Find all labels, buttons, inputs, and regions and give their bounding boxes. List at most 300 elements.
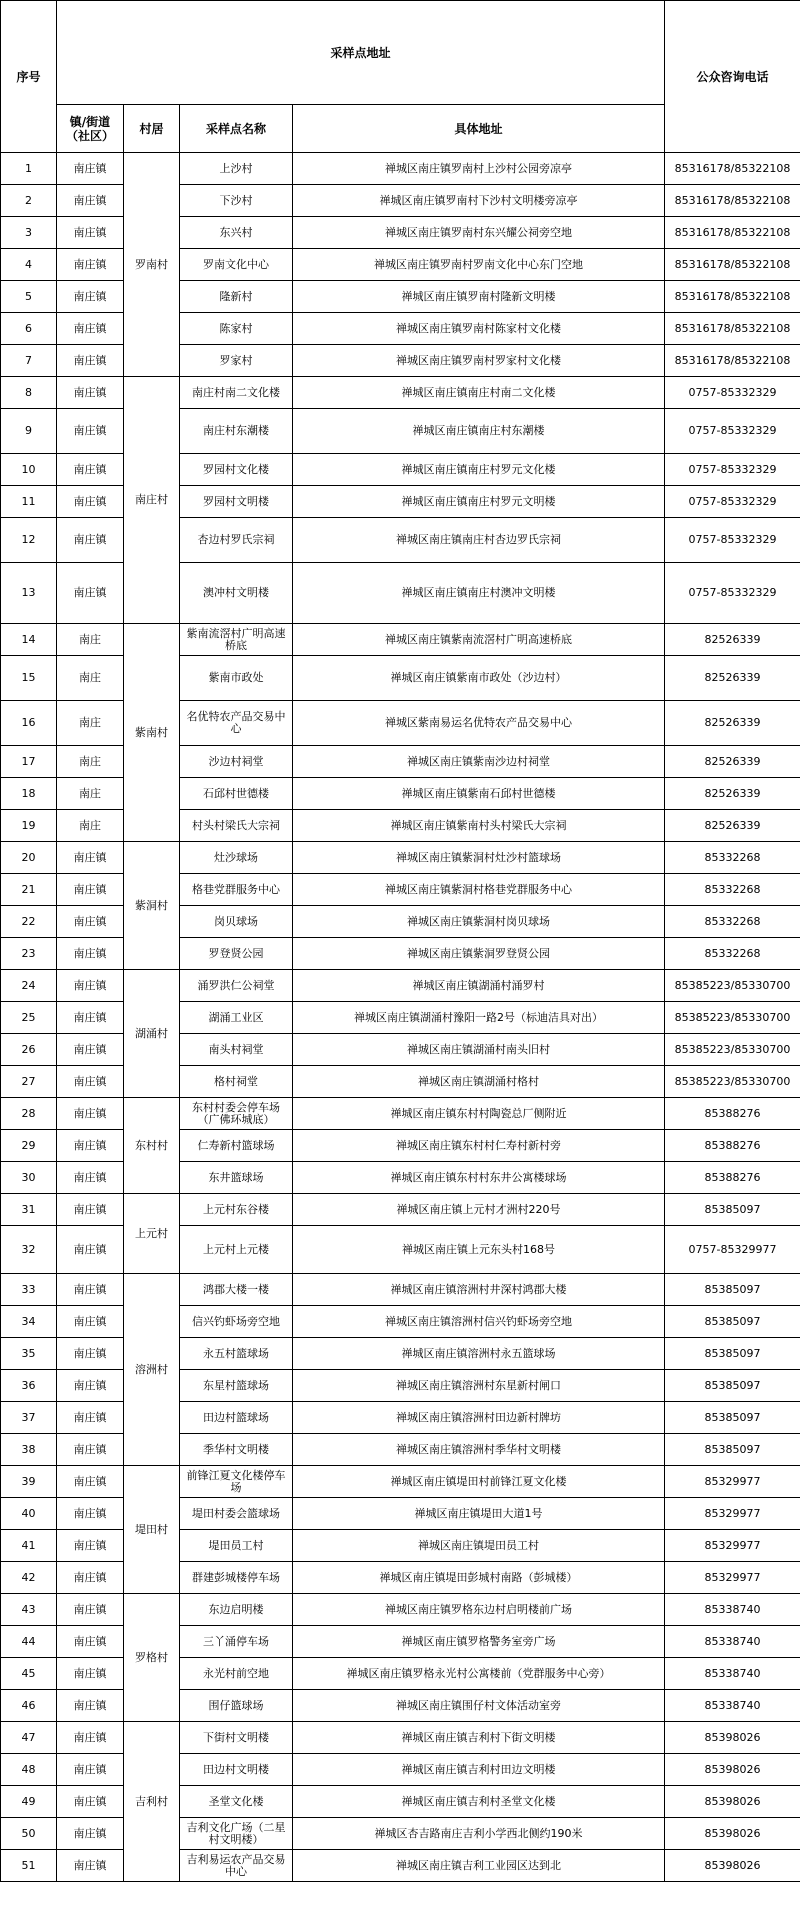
seq-cell: 14 bbox=[1, 624, 57, 656]
town-cell: 南庄 bbox=[57, 624, 124, 656]
town-cell: 南庄镇 bbox=[57, 281, 124, 313]
detail-address-cell: 禅城区南庄镇东村村仁寿村新村旁 bbox=[293, 1130, 665, 1162]
seq-cell: 37 bbox=[1, 1402, 57, 1434]
table-row bbox=[1, 313, 800, 345]
detail-address-cell: 禅城区南庄镇溶洲村东星新村闸口 bbox=[293, 1370, 665, 1402]
site-name-cell: 南庄村南二文化楼 bbox=[180, 377, 293, 409]
phone-cell: 85385097 bbox=[665, 1370, 800, 1402]
seq-cell: 41 bbox=[1, 1530, 57, 1562]
seq-cell: 27 bbox=[1, 1066, 57, 1098]
table-row bbox=[1, 1066, 800, 1098]
table-row bbox=[1, 1690, 800, 1722]
detail-address-cell: 禅城区南庄镇溶洲村永五篮球场 bbox=[293, 1338, 665, 1370]
seq-cell: 16 bbox=[1, 701, 57, 746]
site-name-cell: 吉利易运农产品交易中心 bbox=[180, 1850, 293, 1882]
phone-cell: 85316178/85322108 bbox=[665, 185, 800, 217]
phone-cell: 0757-85332329 bbox=[665, 409, 800, 454]
site-name-cell: 格村祠堂 bbox=[180, 1066, 293, 1098]
phone-cell: 82526339 bbox=[665, 810, 800, 842]
detail-address-cell: 禅城区南庄镇围仔村文体活动室旁 bbox=[293, 1690, 665, 1722]
town-cell: 南庄镇 bbox=[57, 377, 124, 409]
town-cell: 南庄镇 bbox=[57, 1434, 124, 1466]
seq-cell: 12 bbox=[1, 518, 57, 563]
detail-address-cell: 禅城区南庄镇罗南村隆新文明楼 bbox=[293, 281, 665, 313]
detail-address-cell: 禅城区南庄镇南庄村罗元文化楼 bbox=[293, 454, 665, 486]
site-name-cell: 沙边村祠堂 bbox=[180, 746, 293, 778]
phone-cell: 85385097 bbox=[665, 1338, 800, 1370]
table-row bbox=[1, 701, 800, 746]
seq-cell: 49 bbox=[1, 1786, 57, 1818]
table-row bbox=[1, 1658, 800, 1690]
site-name-header: 采样点名称 bbox=[180, 105, 293, 153]
phone-cell: 85385223/85330700 bbox=[665, 1066, 800, 1098]
town-cell: 南庄镇 bbox=[57, 1722, 124, 1754]
village-cell: 吉利村 bbox=[124, 1722, 180, 1882]
seq-cell: 42 bbox=[1, 1562, 57, 1594]
village-cell: 罗格村 bbox=[124, 1594, 180, 1722]
town-cell: 南庄 bbox=[57, 656, 124, 701]
detail-address-cell: 禅城区南庄镇紫南市政处（沙边村） bbox=[293, 656, 665, 701]
seq-cell: 45 bbox=[1, 1658, 57, 1690]
detail-address-cell: 禅城区南庄镇吉利工业园区达到北 bbox=[293, 1850, 665, 1882]
site-name-cell: 格巷党群服务中心 bbox=[180, 874, 293, 906]
phone-cell: 85332268 bbox=[665, 842, 800, 874]
table-row bbox=[1, 842, 800, 874]
table-row bbox=[1, 938, 800, 970]
phone-cell: 85398026 bbox=[665, 1754, 800, 1786]
village-cell: 溶洲村 bbox=[124, 1274, 180, 1466]
town-cell: 南庄镇 bbox=[57, 1226, 124, 1274]
detail-address-cell: 禅城区南庄镇堤田员工村 bbox=[293, 1530, 665, 1562]
site-name-cell: 上元村上元楼 bbox=[180, 1226, 293, 1274]
village-header: 村居 bbox=[124, 105, 180, 153]
table-row bbox=[1, 1594, 800, 1626]
seq-cell: 47 bbox=[1, 1722, 57, 1754]
table-row bbox=[1, 153, 800, 185]
table-row bbox=[1, 1274, 800, 1306]
site-name-cell: 仁寿新村篮球场 bbox=[180, 1130, 293, 1162]
table-row bbox=[1, 249, 800, 281]
phone-cell: 85385097 bbox=[665, 1402, 800, 1434]
seq-cell: 34 bbox=[1, 1306, 57, 1338]
detail-address-cell: 禅城区南庄镇溶洲村季华村文明楼 bbox=[293, 1434, 665, 1466]
table-body bbox=[1, 153, 800, 1882]
town-cell: 南庄镇 bbox=[57, 518, 124, 563]
village-cell: 东村村 bbox=[124, 1098, 180, 1194]
site-name-cell: 石邱村世德楼 bbox=[180, 778, 293, 810]
town-cell: 南庄 bbox=[57, 778, 124, 810]
seq-cell: 40 bbox=[1, 1498, 57, 1530]
table-row bbox=[1, 1466, 800, 1498]
village-cell: 南庄村 bbox=[124, 377, 180, 624]
detail-address-cell: 禅城区南庄镇堤田村前锋江夏文化楼 bbox=[293, 1466, 665, 1498]
phone-cell: 85388276 bbox=[665, 1098, 800, 1130]
seq-cell: 43 bbox=[1, 1594, 57, 1626]
detail-address-cell: 禅城区南庄镇罗南村罗家村文化楼 bbox=[293, 345, 665, 377]
table-row bbox=[1, 486, 800, 518]
detail-address-cell: 禅城区南庄镇吉利村圣堂文化楼 bbox=[293, 1786, 665, 1818]
seq-header: 序号 bbox=[1, 1, 57, 153]
site-name-cell: 罗园村文化楼 bbox=[180, 454, 293, 486]
site-name-cell: 东村村委会停车场（广佛环城底） bbox=[180, 1098, 293, 1130]
table-row bbox=[1, 1626, 800, 1658]
site-name-cell: 罗家村 bbox=[180, 345, 293, 377]
detail-address-cell: 禅城区南庄镇南庄村东潮楼 bbox=[293, 409, 665, 454]
seq-cell: 25 bbox=[1, 1002, 57, 1034]
town-cell: 南庄镇 bbox=[57, 1162, 124, 1194]
detail-address-cell: 禅城区南庄镇南庄村罗元文明楼 bbox=[293, 486, 665, 518]
town-cell: 南庄镇 bbox=[57, 1594, 124, 1626]
detail-address-cell: 禅城区南庄镇紫洞村岗贝球场 bbox=[293, 906, 665, 938]
table-row bbox=[1, 1722, 800, 1754]
phone-cell: 82526339 bbox=[665, 746, 800, 778]
phone-cell: 85385097 bbox=[665, 1274, 800, 1306]
town-cell: 南庄 bbox=[57, 810, 124, 842]
town-cell: 南庄镇 bbox=[57, 486, 124, 518]
detail-address-cell: 禅城区南庄镇上元村才洲村220号 bbox=[293, 1194, 665, 1226]
detail-address-cell: 禅城区南庄镇紫洞罗登贤公园 bbox=[293, 938, 665, 970]
seq-cell: 18 bbox=[1, 778, 57, 810]
town-cell: 南庄镇 bbox=[57, 1530, 124, 1562]
detail-address-cell: 禅城区南庄镇溶洲村井深村鸿郡大楼 bbox=[293, 1274, 665, 1306]
town-cell: 南庄镇 bbox=[57, 1754, 124, 1786]
table-row bbox=[1, 518, 800, 563]
detail-address-cell: 禅城区南庄镇紫南流滘村广明高速桥底 bbox=[293, 624, 665, 656]
town-cell: 南庄镇 bbox=[57, 1626, 124, 1658]
town-cell: 南庄镇 bbox=[57, 1786, 124, 1818]
site-name-cell: 上元村东谷楼 bbox=[180, 1194, 293, 1226]
phone-cell: 85316178/85322108 bbox=[665, 281, 800, 313]
site-name-cell: 围仔篮球场 bbox=[180, 1690, 293, 1722]
site-name-cell: 杏边村罗氏宗祠 bbox=[180, 518, 293, 563]
detail-address-cell: 禅城区南庄镇南庄村杏边罗氏宗祠 bbox=[293, 518, 665, 563]
seq-cell: 3 bbox=[1, 217, 57, 249]
phone-cell: 85316178/85322108 bbox=[665, 153, 800, 185]
site-name-cell: 东井篮球场 bbox=[180, 1162, 293, 1194]
seq-cell: 46 bbox=[1, 1690, 57, 1722]
site-name-cell: 田边村文明楼 bbox=[180, 1754, 293, 1786]
site-name-cell: 东星村篮球场 bbox=[180, 1370, 293, 1402]
detail-address-cell: 禅城区南庄镇南庄村澳冲文明楼 bbox=[293, 563, 665, 624]
detail-address-cell: 禅城区南庄镇紫南村头村梁氏大宗祠 bbox=[293, 810, 665, 842]
phone-cell: 85385097 bbox=[665, 1306, 800, 1338]
detail-address-cell: 禅城区南庄镇湖涌村格村 bbox=[293, 1066, 665, 1098]
town-cell: 南庄镇 bbox=[57, 1402, 124, 1434]
town-cell: 南庄 bbox=[57, 746, 124, 778]
detail-address-cell: 禅城区南庄镇罗南村上沙村公园旁凉亭 bbox=[293, 153, 665, 185]
phone-cell: 85385223/85330700 bbox=[665, 1034, 800, 1066]
phone-cell: 85388276 bbox=[665, 1162, 800, 1194]
town-cell: 南庄镇 bbox=[57, 1034, 124, 1066]
seq-cell: 11 bbox=[1, 486, 57, 518]
village-cell: 紫洞村 bbox=[124, 842, 180, 970]
village-cell: 罗南村 bbox=[124, 153, 180, 377]
town-cell: 南庄镇 bbox=[57, 1690, 124, 1722]
site-name-cell: 田边村篮球场 bbox=[180, 1402, 293, 1434]
town-cell: 南庄镇 bbox=[57, 1274, 124, 1306]
table-row bbox=[1, 345, 800, 377]
town-cell: 南庄镇 bbox=[57, 1850, 124, 1882]
seq-cell: 17 bbox=[1, 746, 57, 778]
seq-cell: 44 bbox=[1, 1626, 57, 1658]
detail-address-cell: 禅城区南庄镇堤田大道1号 bbox=[293, 1498, 665, 1530]
town-cell: 南庄镇 bbox=[57, 313, 124, 345]
site-name-cell: 陈家村 bbox=[180, 313, 293, 345]
seq-cell: 20 bbox=[1, 842, 57, 874]
village-cell: 堤田村 bbox=[124, 1466, 180, 1594]
town-cell: 南庄 bbox=[57, 701, 124, 746]
table-row bbox=[1, 1370, 800, 1402]
seq-cell: 28 bbox=[1, 1098, 57, 1130]
phone-cell: 82526339 bbox=[665, 701, 800, 746]
seq-cell: 24 bbox=[1, 970, 57, 1002]
site-name-cell: 永光村前空地 bbox=[180, 1658, 293, 1690]
site-name-cell: 灶沙球场 bbox=[180, 842, 293, 874]
town-cell: 南庄镇 bbox=[57, 938, 124, 970]
town-cell: 南庄镇 bbox=[57, 1466, 124, 1498]
detail-address-cell: 禅城区南庄镇罗格东边村启明楼前广场 bbox=[293, 1594, 665, 1626]
town-cell: 南庄镇 bbox=[57, 1098, 124, 1130]
site-name-cell: 永五村篮球场 bbox=[180, 1338, 293, 1370]
site-name-cell: 紫南流滘村广明高速桥底 bbox=[180, 624, 293, 656]
town-cell: 南庄镇 bbox=[57, 1194, 124, 1226]
seq-cell: 2 bbox=[1, 185, 57, 217]
seq-cell: 36 bbox=[1, 1370, 57, 1402]
phone-cell: 85398026 bbox=[665, 1850, 800, 1882]
seq-cell: 33 bbox=[1, 1274, 57, 1306]
seq-cell: 50 bbox=[1, 1818, 57, 1850]
phone-cell: 85338740 bbox=[665, 1658, 800, 1690]
phone-cell: 85329977 bbox=[665, 1562, 800, 1594]
site-name-cell: 鸿郡大楼一楼 bbox=[180, 1274, 293, 1306]
phone-cell: 0757-85332329 bbox=[665, 563, 800, 624]
detail-address-cell: 禅城区南庄镇上元东头村168号 bbox=[293, 1226, 665, 1274]
phone-cell: 85316178/85322108 bbox=[665, 249, 800, 281]
site-name-cell: 东边启明楼 bbox=[180, 1594, 293, 1626]
phone-cell: 85338740 bbox=[665, 1594, 800, 1626]
table-row bbox=[1, 1530, 800, 1562]
table-row bbox=[1, 1034, 800, 1066]
seq-cell: 29 bbox=[1, 1130, 57, 1162]
phone-cell: 85332268 bbox=[665, 906, 800, 938]
seq-cell: 6 bbox=[1, 313, 57, 345]
seq-cell: 26 bbox=[1, 1034, 57, 1066]
town-cell: 南庄镇 bbox=[57, 1306, 124, 1338]
seq-cell: 38 bbox=[1, 1434, 57, 1466]
detail-address-cell: 禅城区南庄镇南庄村南二文化楼 bbox=[293, 377, 665, 409]
seq-cell: 32 bbox=[1, 1226, 57, 1274]
seq-cell: 7 bbox=[1, 345, 57, 377]
detail-address-cell: 禅城区杏吉路南庄吉利小学西北侧约190米 bbox=[293, 1818, 665, 1850]
site-name-cell: 涌罗洪仁公祠堂 bbox=[180, 970, 293, 1002]
town-cell: 南庄镇 bbox=[57, 1818, 124, 1850]
table-row bbox=[1, 1754, 800, 1786]
seq-cell: 23 bbox=[1, 938, 57, 970]
table-row bbox=[1, 1098, 800, 1130]
town-cell: 南庄镇 bbox=[57, 1002, 124, 1034]
table-row bbox=[1, 185, 800, 217]
phone-cell: 85316178/85322108 bbox=[665, 313, 800, 345]
village-cell: 紫南村 bbox=[124, 624, 180, 842]
phone-cell: 0757-85329977 bbox=[665, 1226, 800, 1274]
town-cell: 南庄镇 bbox=[57, 185, 124, 217]
phone-cell: 85385097 bbox=[665, 1434, 800, 1466]
seq-cell: 8 bbox=[1, 377, 57, 409]
table-row bbox=[1, 1226, 800, 1274]
town-cell: 南庄镇 bbox=[57, 153, 124, 185]
town-cell: 南庄镇 bbox=[57, 249, 124, 281]
phone-cell: 85316178/85322108 bbox=[665, 345, 800, 377]
phone-cell: 85398026 bbox=[665, 1786, 800, 1818]
table-row bbox=[1, 874, 800, 906]
seq-cell: 30 bbox=[1, 1162, 57, 1194]
table-row bbox=[1, 1402, 800, 1434]
phone-cell: 85388276 bbox=[665, 1130, 800, 1162]
town-cell: 南庄镇 bbox=[57, 563, 124, 624]
detail-address-cell: 禅城区南庄镇湖涌村涌罗村 bbox=[293, 970, 665, 1002]
table-row bbox=[1, 656, 800, 701]
town-cell: 南庄镇 bbox=[57, 1130, 124, 1162]
phone-cell: 85329977 bbox=[665, 1466, 800, 1498]
detail-address-cell: 禅城区南庄镇紫洞村灶沙村篮球场 bbox=[293, 842, 665, 874]
table-row bbox=[1, 281, 800, 313]
site-name-cell: 罗园村文明楼 bbox=[180, 486, 293, 518]
site-name-cell: 湖涌工业区 bbox=[180, 1002, 293, 1034]
phone-cell: 85398026 bbox=[665, 1722, 800, 1754]
table-row bbox=[1, 563, 800, 624]
detail-address-cell: 禅城区南庄镇吉利村田边文明楼 bbox=[293, 1754, 665, 1786]
phone-cell: 85385223/85330700 bbox=[665, 970, 800, 1002]
phone-header: 公众咨询电话 bbox=[665, 1, 800, 153]
table-row bbox=[1, 624, 800, 656]
site-name-cell: 下街村文明楼 bbox=[180, 1722, 293, 1754]
seq-cell: 5 bbox=[1, 281, 57, 313]
detail-address-cell: 禅城区南庄镇东村村东井公寓楼球场 bbox=[293, 1162, 665, 1194]
site-name-cell: 南庄村东潮楼 bbox=[180, 409, 293, 454]
detail-address-cell: 禅城区南庄镇吉利村下街文明楼 bbox=[293, 1722, 665, 1754]
table-row bbox=[1, 906, 800, 938]
phone-cell: 82526339 bbox=[665, 624, 800, 656]
detail-address-cell: 禅城区南庄镇溶洲村信兴钓虾场旁空地 bbox=[293, 1306, 665, 1338]
site-name-cell: 堤田村委会篮球场 bbox=[180, 1498, 293, 1530]
phone-cell: 85329977 bbox=[665, 1530, 800, 1562]
site-name-cell: 下沙村 bbox=[180, 185, 293, 217]
site-name-cell: 罗登贤公园 bbox=[180, 938, 293, 970]
site-name-cell: 岗贝球场 bbox=[180, 906, 293, 938]
town-cell: 南庄镇 bbox=[57, 1658, 124, 1690]
seq-cell: 1 bbox=[1, 153, 57, 185]
phone-cell: 0757-85332329 bbox=[665, 518, 800, 563]
seq-cell: 10 bbox=[1, 454, 57, 486]
detail-address-cell: 禅城区南庄镇紫洞村格巷党群服务中心 bbox=[293, 874, 665, 906]
table-row bbox=[1, 217, 800, 249]
seq-cell: 13 bbox=[1, 563, 57, 624]
phone-cell: 85385223/85330700 bbox=[665, 1002, 800, 1034]
site-name-cell: 紫南市政处 bbox=[180, 656, 293, 701]
table-row bbox=[1, 1306, 800, 1338]
site-name-cell: 三丫涌停车场 bbox=[180, 1626, 293, 1658]
seq-cell: 9 bbox=[1, 409, 57, 454]
detail-address-cell: 禅城区南庄镇湖涌村豫阳一路2号（标迪洁具对出） bbox=[293, 1002, 665, 1034]
detail-header: 具体地址 bbox=[293, 105, 665, 153]
table-row bbox=[1, 1434, 800, 1466]
phone-cell: 82526339 bbox=[665, 656, 800, 701]
phone-cell: 85332268 bbox=[665, 874, 800, 906]
phone-cell: 85338740 bbox=[665, 1690, 800, 1722]
detail-address-cell: 禅城区南庄镇紫南沙边村祠堂 bbox=[293, 746, 665, 778]
table-row bbox=[1, 409, 800, 454]
seq-cell: 22 bbox=[1, 906, 57, 938]
site-name-cell: 圣堂文化楼 bbox=[180, 1786, 293, 1818]
seq-cell: 39 bbox=[1, 1466, 57, 1498]
seq-cell: 19 bbox=[1, 810, 57, 842]
town-cell: 南庄镇 bbox=[57, 874, 124, 906]
table-row bbox=[1, 1818, 800, 1850]
detail-address-cell: 禅城区南庄镇紫南石邱村世德楼 bbox=[293, 778, 665, 810]
seq-cell: 4 bbox=[1, 249, 57, 281]
village-cell: 上元村 bbox=[124, 1194, 180, 1274]
table-row bbox=[1, 1850, 800, 1882]
table-row bbox=[1, 810, 800, 842]
table-row bbox=[1, 1498, 800, 1530]
table-row bbox=[1, 970, 800, 1002]
site-name-cell: 隆新村 bbox=[180, 281, 293, 313]
table-row bbox=[1, 377, 800, 409]
table-row bbox=[1, 454, 800, 486]
table-row bbox=[1, 1162, 800, 1194]
town-cell: 南庄镇 bbox=[57, 1066, 124, 1098]
site-name-cell: 上沙村 bbox=[180, 153, 293, 185]
phone-cell: 82526339 bbox=[665, 778, 800, 810]
phone-cell: 0757-85332329 bbox=[665, 454, 800, 486]
town-cell: 南庄镇 bbox=[57, 409, 124, 454]
town-cell: 南庄镇 bbox=[57, 217, 124, 249]
phone-cell: 85385097 bbox=[665, 1194, 800, 1226]
town-cell: 南庄镇 bbox=[57, 906, 124, 938]
town-cell: 南庄镇 bbox=[57, 1562, 124, 1594]
seq-cell: 31 bbox=[1, 1194, 57, 1226]
table-row bbox=[1, 1786, 800, 1818]
table-row bbox=[1, 1338, 800, 1370]
village-cell: 湖涌村 bbox=[124, 970, 180, 1098]
site-name-cell: 堤田员工村 bbox=[180, 1530, 293, 1562]
detail-address-cell: 禅城区南庄镇罗南村东兴耀公祠旁空地 bbox=[293, 217, 665, 249]
site-name-cell: 罗南文化中心 bbox=[180, 249, 293, 281]
phone-cell: 85316178/85322108 bbox=[665, 217, 800, 249]
seq-cell: 48 bbox=[1, 1754, 57, 1786]
seq-cell: 21 bbox=[1, 874, 57, 906]
table-row bbox=[1, 746, 800, 778]
seq-cell: 35 bbox=[1, 1338, 57, 1370]
phone-cell: 85338740 bbox=[665, 1626, 800, 1658]
town-cell: 南庄镇 bbox=[57, 345, 124, 377]
site-name-cell: 季华村文明楼 bbox=[180, 1434, 293, 1466]
detail-address-cell: 禅城区紫南易运名优特农产品交易中心 bbox=[293, 701, 665, 746]
table-row bbox=[1, 778, 800, 810]
site-name-cell: 吉利文化广场（二星村文明楼） bbox=[180, 1818, 293, 1850]
site-name-cell: 东兴村 bbox=[180, 217, 293, 249]
site-name-cell: 信兴钓虾场旁空地 bbox=[180, 1306, 293, 1338]
seq-cell: 51 bbox=[1, 1850, 57, 1882]
seq-cell: 15 bbox=[1, 656, 57, 701]
detail-address-cell: 禅城区南庄镇溶洲村田边新村牌坊 bbox=[293, 1402, 665, 1434]
detail-address-cell: 禅城区南庄镇罗南村陈家村文化楼 bbox=[293, 313, 665, 345]
table-row bbox=[1, 1130, 800, 1162]
detail-address-cell: 禅城区南庄镇东村村陶瓷总厂侧附近 bbox=[293, 1098, 665, 1130]
detail-address-cell: 禅城区南庄镇罗格警务室旁广场 bbox=[293, 1626, 665, 1658]
detail-address-cell: 禅城区南庄镇罗南村罗南文化中心东门空地 bbox=[293, 249, 665, 281]
town-cell: 南庄镇 bbox=[57, 970, 124, 1002]
